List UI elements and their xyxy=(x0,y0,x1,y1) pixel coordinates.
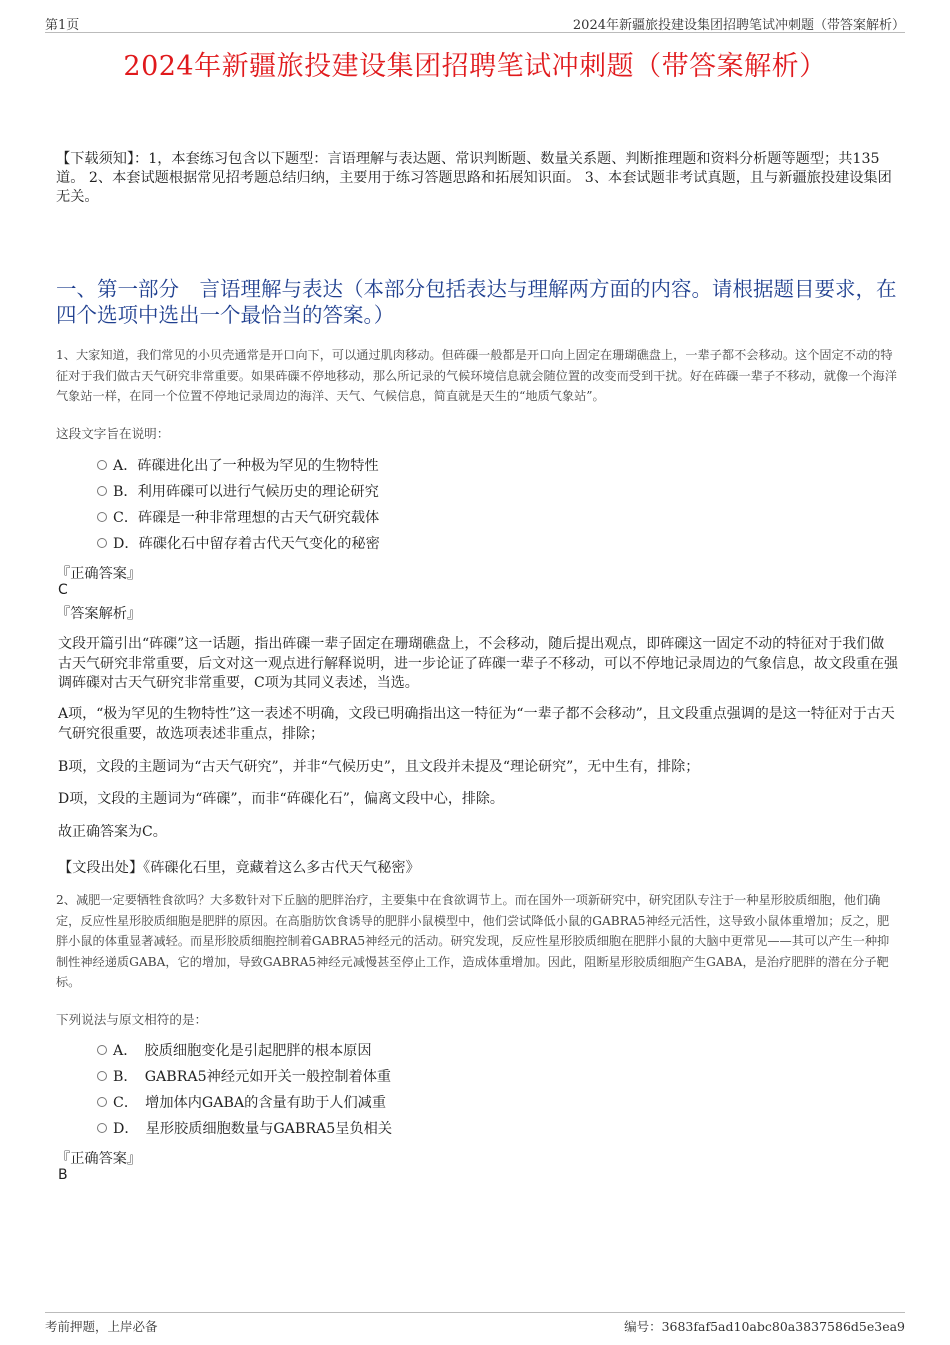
question-2-option-d[interactable] xyxy=(97,1119,392,1139)
question-1-analysis-a: A项，“极为罕见的生物特性”这一表述不明确，文段已明确指出这一特征为“一辈子都不会移动”，且文段重点强调的是这一特征对于古天气研究很重要，故选项表述非重点，排除； xyxy=(58,706,895,742)
option-label: B． GABRA5神经元如开关一般控制着体重 xyxy=(113,1069,392,1085)
radio-icon[interactable] xyxy=(97,1045,107,1055)
option-label: C． 增加体内GABA的含量有助于人们减重 xyxy=(113,1095,387,1111)
question-1-option-c[interactable] xyxy=(97,508,379,528)
page-footer xyxy=(45,1312,905,1333)
radio-icon[interactable] xyxy=(97,1123,107,1133)
option-label: C．砗磲是一种非常理想的古天气研究载体 xyxy=(113,510,380,526)
question-2-text: 2、减肥一定要牺牲食欲吗？大多数针对下丘脑的肥胖治疗，主要集中在食欲调节上。而在国外一项新研究中，研究团队专注于一种星形胶质细胞，他们确定，反应性星形胶质细胞是肥胖的原因。在高脂肪饮食诱导的肥胖小鼠模型中，他们尝试降低小鼠的GABRA5神经元活性，这导致小鼠体重增加；反之，肥胖小鼠的体重显著减轻。而星形胶质细胞控制着GABRA5神经元的活动。研究发现，反应性星形胶质细胞在肥胖小鼠的大脑中更常见——其可以产生一种抑制性神经递质GABA，它的增加，导致GABRA5神经元减慢甚至停止工作，造成体重增加。因此，阻断星形胶质细胞产生GABA，是治疗肥胖的潜在分子靶标。 xyxy=(56,893,890,989)
option-label: D． 星形胶质细胞数量与GABRA5呈负相关 xyxy=(113,1121,393,1137)
question-1-analysis-conclusion: 故正确答案为C。 xyxy=(58,824,167,840)
section-title: 一、第一部分 言语理解与表达（本部分包括表达与理解两方面的内容。请根据题目要求，在四个选项中选出一个最恰当的答案。） xyxy=(56,277,897,327)
question-1-option-b[interactable] xyxy=(97,482,379,502)
radio-icon[interactable] xyxy=(97,1071,107,1081)
question-1-analysis-d: D项，文段的主题词为“砗磲”，而非“砗磲化石”，偏离文段中心，排除。 xyxy=(58,791,504,807)
question-1-analysis-main: 文段开篇引出“砗磲”这一话题，指出砗磲一辈子固定在珊瑚礁盘上，不会移动，随后提出观点，即砗磲这一固定不动的特征对于我们做古天气研究非常重要，后文对这一观点进行解释说明，进一步论证了砗磲一辈子不移动，可以不停地记录周边的气象信息，故文段重在强调砗磲对古天气研究非常重要，C项为其同义表述，当选。 xyxy=(58,636,898,691)
question-1-option-d[interactable] xyxy=(97,534,380,554)
radio-icon[interactable] xyxy=(97,512,107,522)
question-1-analysis-label: 『答案解析』 xyxy=(56,606,142,622)
question-1-source: 【文段出处】《砗磲化石里，竟藏着这么多古代天气秘密》 xyxy=(58,860,420,876)
question-1-correct-label: 『正确答案』 xyxy=(56,566,142,582)
question-2-answer: B xyxy=(58,1167,68,1183)
download-notice: 【下载须知】：1，本套练习包含以下题型：言语理解与表达题、常识判断题、数量关系题、判断推理题和资料分析题等题型；共135道。 2、本套试题根据常见招考题总结归纳，主要用于练习答题思路和拓展知识面。 3、本套试题非考试真题，且与新疆旅投建设集团无关。 xyxy=(56,151,892,205)
option-label: A．砗磲进化出了一种极为罕见的生物特性 xyxy=(113,458,379,474)
option-label: D．砗磲化石中留存着古代天气变化的秘密 xyxy=(113,536,380,552)
option-label: A． 胶质细胞变化是引起肥胖的根本原因 xyxy=(113,1043,372,1059)
radio-icon[interactable] xyxy=(97,486,107,496)
document-title: 2024年新疆旅投建设集团招聘笔试冲刺题（带答案解析） xyxy=(123,51,827,82)
page-header xyxy=(45,14,905,33)
question-1-text: 1、大家知道，我们常见的小贝壳通常是开口向下，可以通过肌肉移动。但砗磲一般都是开口向上固定在珊瑚礁盘上，一辈子都不会移动。这个固定不动的特征对于我们做古天气研究非常重要。如果砗磲不停地移动，那么所记录的气候环境信息就会随位置的改变而受到干扰。好在砗磲一辈子不移动，就像一个海洋气象站一样，在同一个位置不停地记录周边的海洋、天气、气候信息，简直就是天生的“地质气象站”。 xyxy=(56,348,897,403)
question-1-answer: C xyxy=(58,582,68,598)
radio-icon[interactable] xyxy=(97,538,107,548)
question-1-prompt: 这段文字旨在说明： xyxy=(56,426,170,441)
radio-icon[interactable] xyxy=(97,1097,107,1107)
radio-icon[interactable] xyxy=(97,460,107,470)
question-2-correct-label: 『正确答案』 xyxy=(56,1151,142,1167)
question-2-option-c[interactable] xyxy=(97,1093,386,1113)
option-label: B．利用砗磲可以进行气候历史的理论研究 xyxy=(113,484,379,500)
question-2-prompt: 下列说法与原文相符的是： xyxy=(56,1012,208,1027)
question-2-option-b[interactable] xyxy=(97,1067,391,1087)
footer-serial: 编号：3683faf5ad10abc80a3837586d5e3ea9 xyxy=(624,1319,905,1334)
page-number: 第1页 xyxy=(45,18,80,33)
question-1-option-a[interactable] xyxy=(97,456,379,476)
footer-slogan: 考前押题，上岸必备 xyxy=(45,1319,158,1334)
question-1-analysis-b: B项，文段的主题词为“古天气研究”，并非“气候历史”，且文段并未提及“理论研究”，无中生有，排除； xyxy=(58,759,700,775)
question-2-option-a[interactable] xyxy=(97,1041,372,1061)
header-doc-title: 2024年新疆旅投建设集团招聘笔试冲刺题（带答案解析） xyxy=(572,18,905,33)
